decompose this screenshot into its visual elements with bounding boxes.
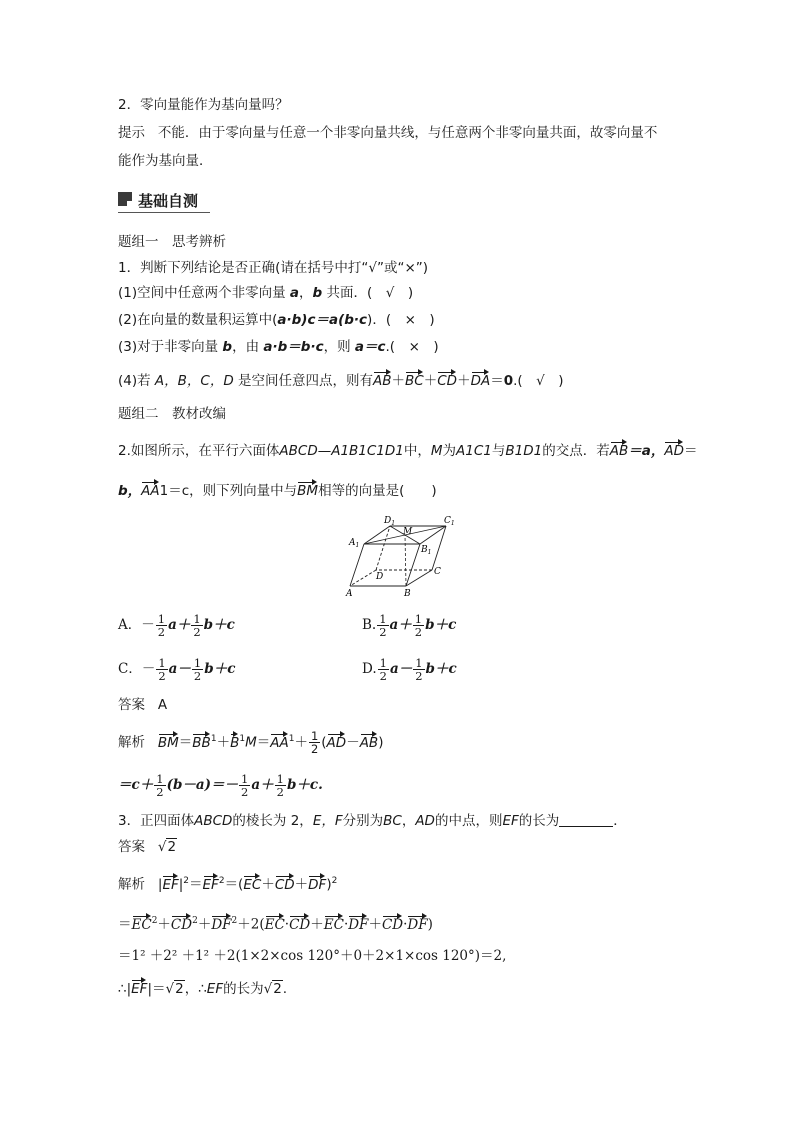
- segment-BM: [405, 535, 406, 586]
- fraction-half: $\frac{1}{2}$: [415, 656, 423, 683]
- radicand: 2: [175, 981, 184, 997]
- dot-operator: ·: [284, 916, 290, 933]
- stem-text: ，: [401, 813, 416, 829]
- item-text: .( √ ): [513, 373, 564, 389]
- group-1-title: 题组一 思考辨析: [118, 234, 226, 250]
- sqrt-expression: √2: [157, 839, 177, 855]
- item-text: ，由: [232, 339, 260, 355]
- subscript: 1: [239, 734, 246, 744]
- points-label: A，B，C，D: [154, 373, 234, 389]
- vector-a: a: [289, 285, 300, 301]
- item-text: .( × ): [385, 339, 439, 355]
- point-M: M: [430, 443, 443, 459]
- hint-text-1: 不能．由于零向量与任意一个非零向量共线，与任意两个非零向量共面，故零向量不: [157, 125, 658, 141]
- label-A1: $A_1$: [349, 538, 360, 549]
- fraction-half: $\frac{1}{2}$: [193, 656, 202, 683]
- segment-EF: EF: [502, 813, 519, 829]
- option-A: [118, 613, 235, 638]
- exponent: 2: [192, 916, 198, 926]
- item-text: ，则: [323, 339, 351, 355]
- equals-sign: ＝: [256, 734, 271, 751]
- vector-AA1: AA: [141, 483, 160, 499]
- edge-DA: [350, 570, 376, 586]
- vector-b: b: [222, 339, 233, 355]
- edge-AA1: [350, 544, 364, 586]
- parallelepiped-figure: [340, 512, 460, 602]
- stem-text: 中，: [403, 443, 431, 459]
- vector-EC: EC: [323, 916, 344, 933]
- math-expression: ∴|: [118, 981, 132, 997]
- q1-item-4: (4)若 A，B，C，D 是空间任意四点，则有AB＋BC＋CD＋DA＝0.( √ ): [118, 373, 564, 389]
- abs-bar: |: [178, 876, 184, 893]
- fraction-half: $\frac{1}{2}$: [379, 656, 387, 683]
- fraction-half: $\frac{1}{2}$: [158, 656, 166, 683]
- abs-bar: |: [157, 876, 163, 893]
- math-expression: a－: [168, 661, 191, 677]
- vector-DF: DF: [308, 876, 327, 893]
- stem-text: 与: [491, 443, 506, 459]
- vector-B1M: B: [230, 734, 240, 751]
- vector-CD: CD: [289, 916, 311, 933]
- vector-BM: BM: [157, 734, 179, 751]
- vector-BC: BC: [405, 373, 424, 389]
- minus-sign: －: [346, 734, 360, 751]
- vector-EF: EF: [162, 876, 179, 893]
- hint-line-1: [118, 124, 657, 142]
- math-expression: ＝a，: [628, 443, 665, 459]
- fraction-half: $\frac{1}{2}$: [379, 612, 387, 639]
- vector-AB: AB: [359, 734, 379, 751]
- paren: ): [378, 734, 384, 751]
- equals-sign: ＝: [490, 373, 504, 389]
- exponent: 2: [331, 876, 338, 886]
- stem-text: 的长为: [223, 981, 264, 997]
- paren: ): [326, 876, 332, 893]
- plus-sign: ＋: [368, 916, 382, 933]
- sqrt-expression: √2: [165, 981, 184, 997]
- q1-item-2: [118, 311, 435, 329]
- vector-EC: EC: [264, 916, 285, 933]
- fraction-half: $\frac{1}{2}$: [276, 772, 284, 799]
- stem-text: .: [282, 981, 288, 997]
- answer-label: 答案: [118, 839, 145, 855]
- analysis-label: 解析: [118, 734, 145, 751]
- paren: (: [321, 734, 327, 751]
- stem-text: 的交点．若: [542, 443, 610, 459]
- stem-text: 2.如图所示，在平行六面体: [118, 443, 280, 459]
- vector-DA: DA: [470, 373, 491, 389]
- math-expression: ＝c＋: [118, 777, 154, 793]
- segment-EF: EF: [206, 981, 224, 997]
- vector-BM: BM: [297, 483, 319, 499]
- plus-sign: ＋: [157, 916, 171, 933]
- vector-CD: CD: [381, 916, 404, 933]
- plus-sign: ＋: [261, 876, 275, 893]
- plus-sign: ＋: [216, 734, 231, 751]
- fraction-half: $\frac{1}{2}$: [193, 612, 201, 639]
- tetrahedron-name: ABCD: [194, 813, 233, 829]
- item-text: )．( × ): [367, 312, 435, 328]
- item-text: 共面．( √ ): [326, 285, 414, 301]
- subscript: 1: [288, 734, 295, 744]
- subscript: 1: [210, 734, 217, 744]
- fraction-half: $\frac{1}{2}$: [241, 772, 249, 799]
- stem-text: 相等的向量是( ): [318, 483, 437, 499]
- stem-text: 的中点，则: [434, 813, 503, 829]
- item-text: ，: [299, 285, 313, 301]
- math-expression: |＝: [147, 981, 166, 997]
- answer-label: 答案: [118, 697, 145, 713]
- exponent: 2: [151, 916, 158, 926]
- math-expression: a＋: [168, 617, 191, 633]
- radicand: 2: [167, 839, 177, 855]
- option-label: B.: [362, 617, 377, 633]
- edge-CC1: [432, 526, 446, 570]
- math-expression: a＋: [251, 777, 274, 793]
- hint-line-2: 能作为基向量．: [118, 153, 213, 169]
- section-header: [118, 190, 210, 213]
- answer-value: A: [157, 697, 168, 713]
- vector-DF: DF: [348, 916, 369, 933]
- fraction-half: $\frac{1}{2}$: [157, 612, 166, 639]
- math-expression: (b－a)＝－: [166, 777, 239, 793]
- radicand: 2: [273, 981, 282, 997]
- vector-EF: EF: [131, 981, 148, 997]
- item-text: (3)对于非零向量: [118, 339, 219, 355]
- equals-sign: ＝: [178, 734, 193, 751]
- vector-AD: AD: [326, 734, 347, 751]
- math-expression: ，∴: [184, 981, 207, 997]
- vector-DF: DF: [211, 916, 232, 933]
- q3-stem: [118, 812, 627, 830]
- q3-analysis-line-3: ＝1² ＋2² ＋1² ＋2(1×2×cos 120°＋0＋2×1×cos 120°)＝2,: [118, 948, 507, 964]
- q1-stem: 1．判断下列结论是否正确(请在括号中打“√”或“×”): [118, 260, 429, 276]
- equals-sign: ＝: [189, 876, 203, 893]
- math-expression: b＋c: [425, 617, 457, 633]
- segment-A1C1: A1C1: [456, 443, 492, 459]
- question-2-title: 2．零向量能作为基向量吗？: [118, 97, 289, 113]
- q2-analysis-line-1: [118, 730, 383, 755]
- vector-AB: AB: [609, 443, 629, 459]
- vector-CD: CD: [437, 373, 458, 389]
- math-expression: a＝c: [354, 339, 386, 355]
- stem-text: 的长为: [518, 813, 560, 829]
- vector-DF: DF: [407, 916, 428, 933]
- item-text: 是空间任意四点，则有: [238, 373, 374, 389]
- option-label: D.: [362, 661, 377, 677]
- points-EF: E，F: [312, 813, 343, 829]
- label-C1: $C_1$: [444, 516, 455, 527]
- fraction-half: $\frac{1}{2}$: [310, 729, 319, 756]
- option-D: [362, 657, 457, 682]
- dot-operator: ·: [403, 916, 408, 933]
- segment-B1D1: B1D1: [505, 443, 543, 459]
- vector-CD: CD: [170, 916, 193, 933]
- item-text: (4)若: [118, 373, 151, 389]
- stem-text: 3．正四面体: [118, 813, 195, 829]
- q2-stem-line-1: [118, 442, 698, 460]
- section-square-icon: [118, 192, 132, 206]
- exponent: 2: [183, 876, 190, 886]
- vector-b: b: [312, 285, 323, 301]
- plus-sign: ＋: [294, 734, 308, 751]
- equals-sign: ＝: [118, 916, 132, 933]
- math-expression: a·b)c＝a(b·c: [277, 312, 368, 328]
- vector-EC: EC: [131, 916, 152, 933]
- q3-analysis-line-1: [118, 872, 337, 894]
- q3-analysis-line-2: [118, 912, 433, 934]
- math-expression: b，: [118, 483, 142, 499]
- vector-AD: AD: [664, 443, 684, 459]
- vector-EF: EF: [202, 876, 219, 893]
- exponent: 2: [218, 876, 225, 886]
- math-expression: ＋2(: [237, 916, 265, 933]
- dot-operator: ·: [343, 916, 349, 933]
- q1-item-3: [118, 338, 439, 356]
- plus-sign: ＋: [310, 916, 324, 933]
- stem-text: 分别为: [342, 813, 384, 829]
- stem-text: ．: [613, 813, 627, 829]
- vector-BB1: BB: [192, 734, 211, 751]
- plus-sign: ＋: [197, 916, 212, 933]
- answer-blank: [559, 826, 613, 827]
- group-2-title: 题组二 教材改编: [118, 406, 226, 422]
- stem-text: 1＝c，则下列向量中与: [159, 483, 298, 499]
- label-B1: $B_1$: [421, 545, 432, 556]
- fraction-half: $\frac{1}{2}$: [156, 772, 164, 799]
- label-C: C: [434, 567, 441, 577]
- math-expression: b＋c: [204, 661, 236, 677]
- q2-analysis-line-2: [118, 773, 323, 798]
- math-expression: b＋c: [425, 661, 457, 677]
- vector-AA1: AA: [270, 734, 289, 751]
- paren: ): [427, 916, 433, 933]
- math-expression: b＋c: [203, 617, 235, 633]
- q3-analysis-line-4: [118, 980, 287, 998]
- section-title: 基础自测: [138, 192, 199, 210]
- math-expression: a·b＝b·c: [263, 339, 324, 355]
- zero-vector: 0: [503, 373, 514, 389]
- stem-text: 为: [442, 443, 457, 459]
- vector-AB: AB: [373, 373, 392, 389]
- q2-stem-line-2: [118, 482, 437, 500]
- edge-DD1: [376, 526, 390, 570]
- segment-BC: BC: [383, 813, 402, 829]
- math-expression: b＋c.: [286, 777, 323, 793]
- label-A: A: [346, 589, 353, 599]
- equals-sign: ＝: [684, 443, 698, 459]
- label-M: M: [403, 527, 413, 537]
- sqrt-expression: √2: [263, 981, 282, 997]
- label-D: D: [376, 572, 384, 582]
- q3-answer: [118, 838, 177, 856]
- hint-label: 提示: [118, 125, 145, 141]
- math-expression: a＋: [389, 617, 412, 633]
- plus-sign: ＋: [294, 876, 309, 893]
- option-label: C．－: [118, 661, 156, 677]
- q1-item-1: [118, 284, 413, 302]
- item-text: (1)空间中任意两个非零向量: [118, 285, 286, 301]
- option-C: [118, 657, 235, 682]
- segment-AD: AD: [415, 813, 435, 829]
- point-M: M: [245, 734, 257, 751]
- fraction-half: $\frac{1}{2}$: [414, 612, 423, 639]
- item-text: (2)在向量的数量积运算中(: [118, 312, 278, 328]
- analysis-label: 解析: [118, 876, 145, 893]
- edge-BB1: [406, 544, 420, 586]
- edge-BC: [406, 570, 432, 586]
- solid-name: ABCD—A1B1C1D1: [279, 443, 404, 459]
- vector-CD: CD: [274, 876, 295, 893]
- stem-text: 的棱长为 2，: [232, 813, 313, 829]
- vector-EC: EC: [243, 876, 262, 893]
- exponent: 2: [231, 916, 238, 926]
- label-D1: $D_1$: [384, 516, 396, 527]
- equals-sign: ＝(: [224, 876, 244, 893]
- q2-answer: [118, 696, 167, 714]
- math-expression: a－: [389, 661, 413, 677]
- option-B: [362, 613, 456, 638]
- label-B: B: [404, 589, 411, 599]
- option-label: A．－: [118, 617, 155, 633]
